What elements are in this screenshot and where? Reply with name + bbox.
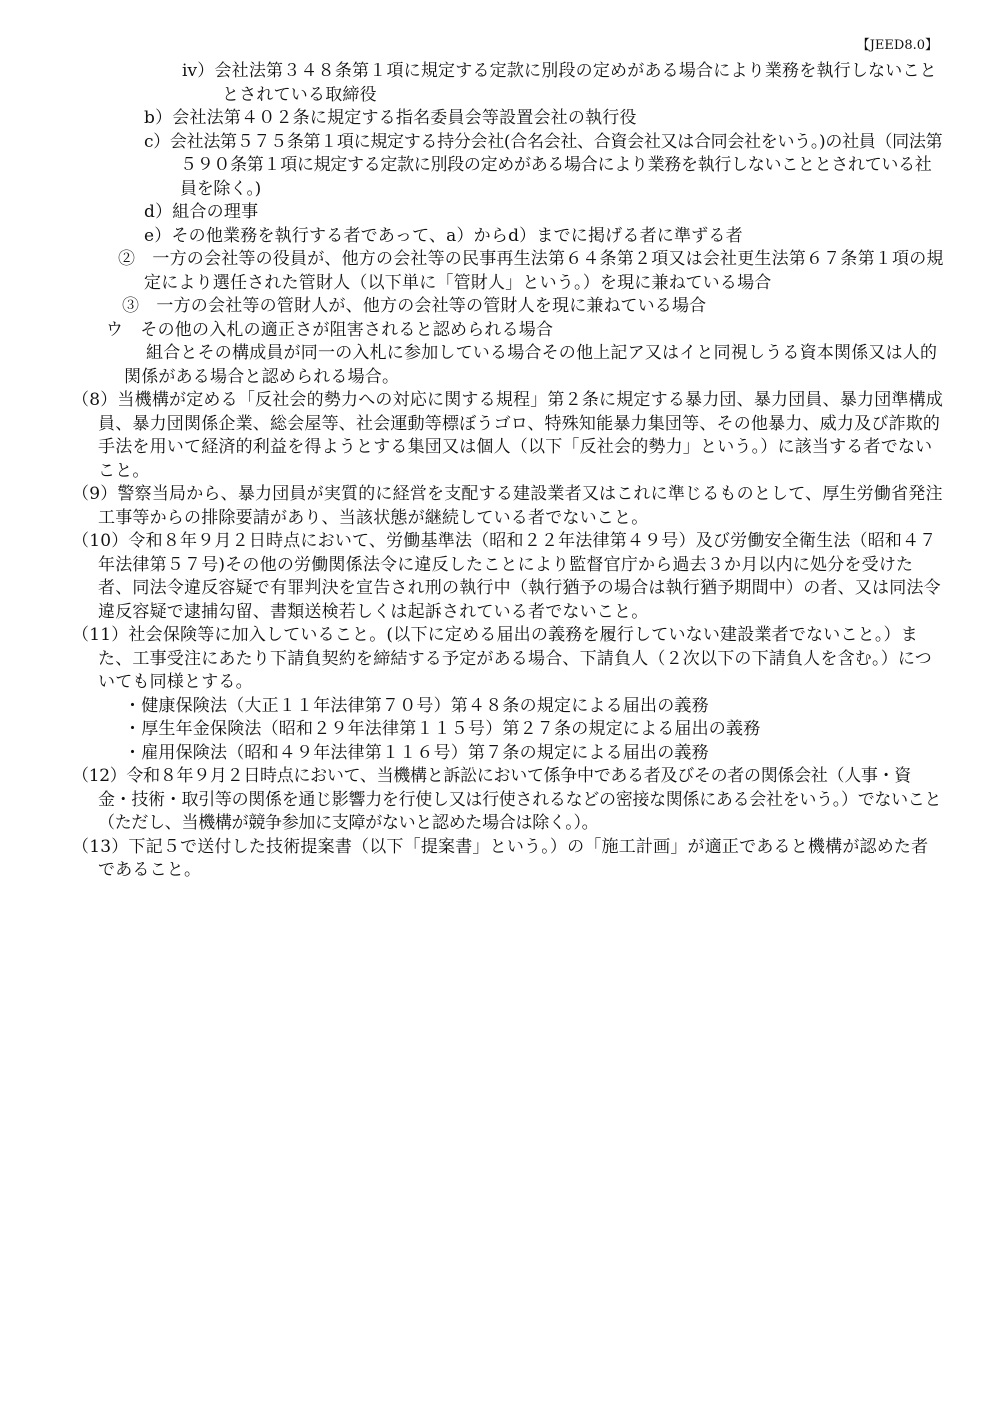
item-9: （9）警察当局から、暴力団員が実質的に経営を支配する建設業者又はこれに準じるものとして、厚生労働省発注工事等からの排除要請があり、当該状態が継続している者でないこと。 — [72, 484, 943, 528]
item-12: （12）令和８年９月２日時点において、当機構と訴訟において係争中である者及びその者の関係会社（人事・資金・技術・取引等の関係を通じ影響力を行使し又は行使されるなどの密接な関係にある会社をいう。）でないこと（ただし、当機構が競争参加に支障がないと認めた場合は除く。）。 — [72, 766, 942, 833]
item-8: （8）当機構が定める「反社会的勢力への対応に関する規程」第２条に規定する暴力団、暴力団員、暴力団準構成員、暴力団関係企業、総会屋等、社会運動等標ぼうゴロ、特殊知能暴力集団等、その他暴力、威力及び詐欺的手法を用いて経済的利益を得ようとする集団又は個人（以下「反社会的勢力」という。）に該当する者でないこと。 — [72, 390, 944, 481]
document-body — [72, 60, 944, 883]
clause-iv: ⅳ）会社法第３４８条第１項に規定する定款に別段の定めがある場合により業務を執行しないこととされている取締役 — [182, 61, 937, 105]
clause-c: c）会社法第５７５条第１項に規定する持分会社(合名会社、合資会社又は合同会社をいう。)の社員（同法第５９０条第１項に規定する定款に別段の定めがある場合により業務を執行しないこととされている社員を除く。) — [144, 131, 943, 199]
item-13: （13）下記５で送付した技術提案書（以下「提案書」という。）の「施工計画」が適正であると機構が認めた者であること。 — [72, 836, 929, 880]
bullet-employment-insurance: ・雇用保険法（昭和４９年法律第１１６号）第７条の規定による届出の義務 — [124, 742, 709, 763]
document-code: 【JEED8.0】 — [856, 38, 938, 53]
item-10: （10）令和８年９月２日時点において、労働基準法（昭和２２年法律第４９号）及び労働安全衛生法（昭和４７年法律第５７号)その他の労働関係法令に違反したことにより監督官庁から過去３か月以内に処分を受けた者、同法令違反容疑で有罪判決を宣告され刑の執行中（執行猶予の場合は執行猶予期間中）の者、又は同法令違反容疑で逮捕勾留、書類送検若しくは起訴されている者でないこと。 — [72, 531, 941, 622]
clause-e: e）その他業務を執行する者であって、a）からd）までに掲げる者に準ずる者 — [144, 225, 743, 246]
clause-u: ウ その他の入札の適正さが阻害されると認められる場合 — [106, 319, 554, 340]
bullet-health-insurance: ・健康保険法（大正１１年法律第７０号）第４８条の規定による届出の義務 — [124, 695, 709, 716]
clause-circled-3: ③ 一方の会社等の管財人が、他方の会社等の管財人を現に兼ねている場合 — [122, 296, 707, 316]
clause-d: d）組合の理事 — [144, 202, 259, 222]
clause-circled-2: ② 一方の会社等の役員が、他方の会社等の民事再生法第６４条第２項又は会社更生法第６７条第１項の規定により選任された管財人（以下単に「管財人」という。）を現に兼ねている場合 — [118, 249, 944, 293]
item-11: （11）社会保険等に加入していること。(以下に定める届出の義務を履行していない建設業者でないこと。）また、工事受注にあたり下請負契約を締結する予定がある場合、下請負人（２次以下の下請負人を含む。）についても同様とする。 — [72, 625, 932, 692]
clause-b: b）会社法第４０２条に規定する指名委員会等設置会社の執行役 — [144, 108, 637, 128]
clause-u-body: 組合とその構成員が同一の入札に参加している場合その他上記ア又はイと同視しうる資本関係又は人的関係がある場合と認められる場合。 — [124, 343, 938, 387]
bullet-pension-insurance: ・厚生年金保険法（昭和２９年法律第１１５号）第２７条の規定による届出の義務 — [124, 719, 761, 739]
